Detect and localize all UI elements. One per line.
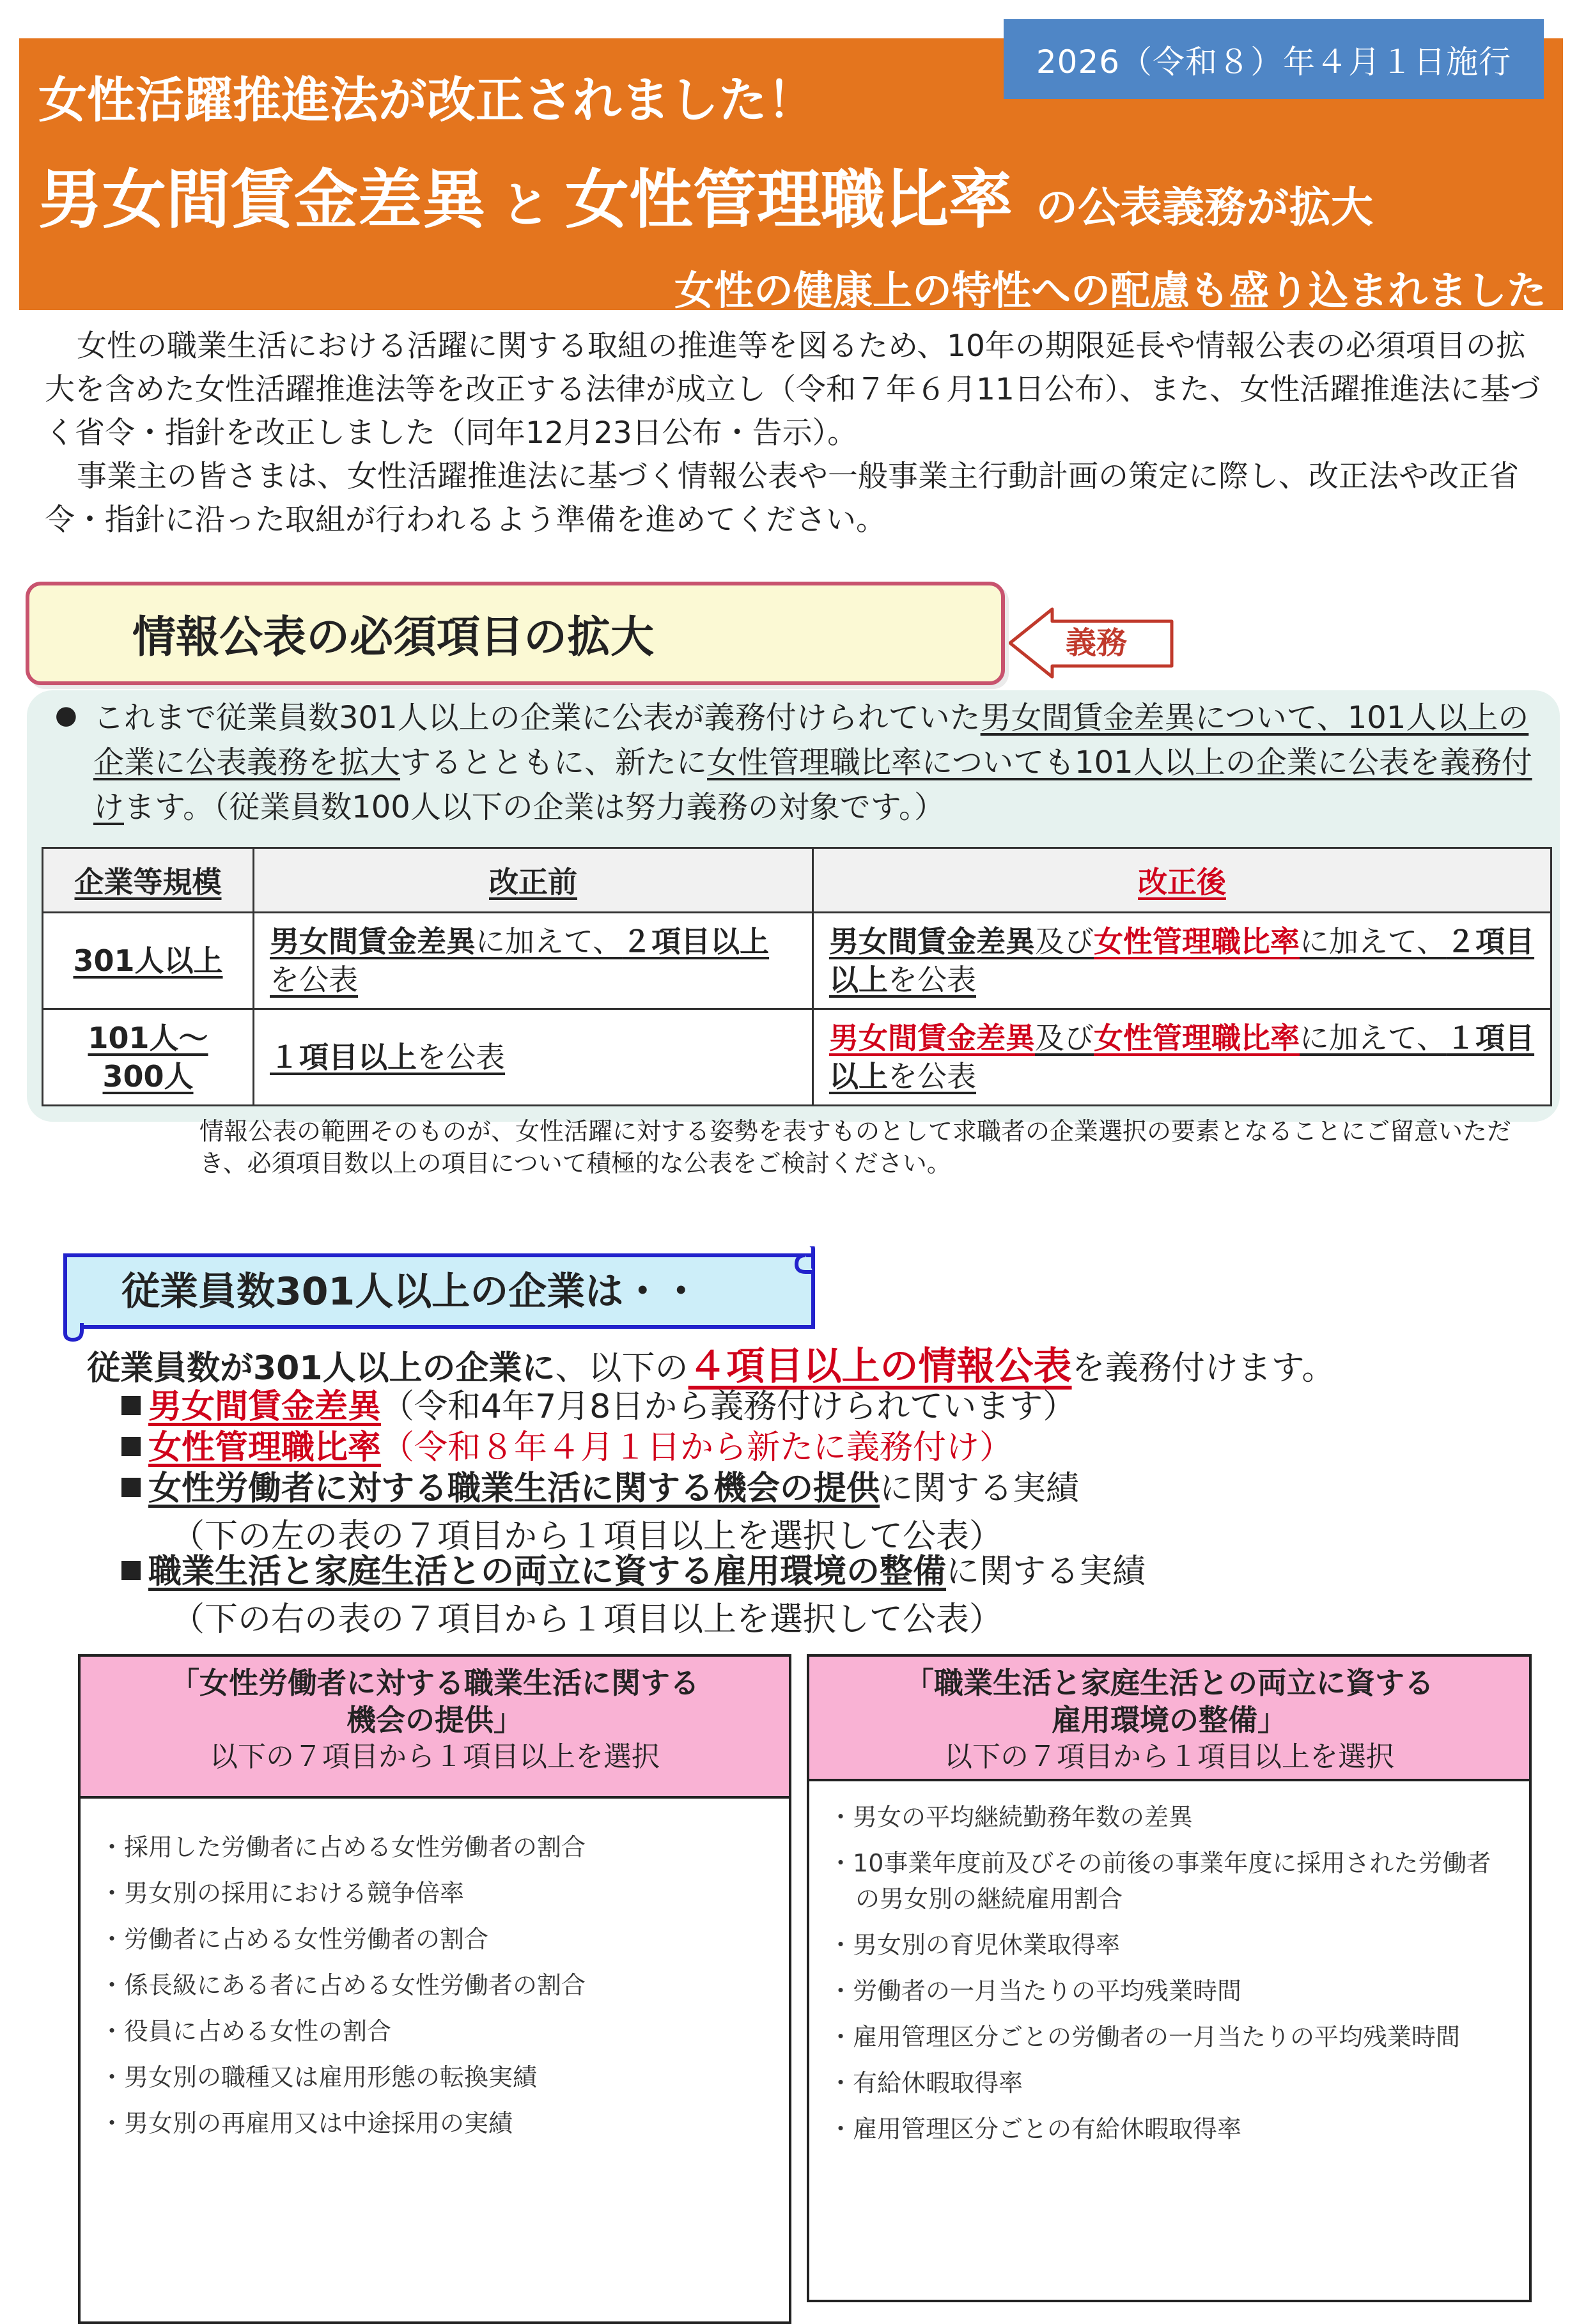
bullet-underline-1: 男女間賃金差異について、101人以上の企業に公表義務を拡大 (93, 700, 1529, 780)
row1-after-publish: を公表 (888, 963, 976, 997)
req2-note: （令和８年４月１日から新たに義務付け） (381, 1429, 1013, 1467)
right-subheading: 以下の７項目から１項目以上を選択 (944, 1740, 1394, 1773)
bullet-icon: ● (55, 701, 77, 730)
title-manager-ratio: 女性管理職比率 (565, 162, 1013, 237)
row2-after-wage-gap: 男女間賃金差異 (829, 1021, 1035, 1055)
bullet-text-3: ます。（従業員数100人以下の企業は努力義務の対象です。） (124, 789, 945, 825)
req1-note: （令和4年7月8日から義務付けられています） (381, 1388, 1077, 1426)
row2-after-manager-ratio: 女性管理職比率 (1094, 1021, 1300, 1055)
table-header-row (43, 848, 1551, 913)
title-line-3: 女性の健康上の特性への配慮も盛り込まれました (674, 267, 1546, 314)
square-bullet-icon (121, 1478, 141, 1497)
row2-size-line1: 101人～ (88, 1021, 208, 1055)
row2-before-count: １項目以上 (270, 1040, 417, 1074)
row2-size (43, 1009, 254, 1106)
req1-main: 男女間賃金差異 (148, 1388, 382, 1426)
row2-before (254, 1009, 813, 1106)
row1-after-text: に加えて、 (1300, 924, 1447, 959)
intro-paragraph-1: 女性の職業生活における活躍に関する取組の推進等を図るため、10年の期限延長や情報公表の必須項目の拡大を含めた女性活躍推進法等を改正する法律が成立し（令和７年６月11日公布）、また、女性活躍推進法に基づく省令・指針を改正しました（同年12月23日公布・告示）。 (45, 329, 1541, 451)
title-line-2 (38, 148, 1373, 240)
row1-before-text: に加えて、 (476, 924, 623, 959)
bullet-text-1: これまで従業員数301人以上の企業に公表が義務付けられていた (93, 700, 981, 736)
lead-text-d: を義務付けます。 (1071, 1349, 1335, 1388)
list-item: ・ 係長級にある者に占める女性労働者の割合 (100, 1962, 770, 2008)
row2-size-line2: 300人 (102, 1059, 194, 1094)
right-heading-2: 雇用環境の整備」 (1052, 1703, 1287, 1737)
title-wage-gap: 男女間賃金差異 (38, 162, 486, 237)
lead-highlight: ４項目以上の情報公表 (688, 1344, 1072, 1389)
req4-tail: に関する実績 (946, 1553, 1146, 1591)
effective-date-badge: 2026（令和８）年４月１日施行 (1004, 19, 1544, 99)
lead-text-b: 、以下の (555, 1349, 688, 1388)
square-bullet-icon (121, 1437, 141, 1456)
left-options-header (81, 1657, 789, 1799)
row2-after-text: に加えて、 (1300, 1021, 1447, 1055)
table-row (43, 1009, 1551, 1106)
req3-sub: （下の左の表の７項目から１項目以上を選択して公表） (171, 1517, 1003, 1556)
square-bullet-icon (121, 1561, 141, 1580)
row1-after-wage-gap: 男女間賃金差異 (829, 924, 1035, 959)
left-heading-1: 「女性労働者に対する職業生活に関する (170, 1666, 699, 1700)
bullet-text-2: するとともに、新たに (400, 745, 708, 780)
left-options-list (81, 1799, 789, 2146)
obligation-label: 義務 (1065, 625, 1127, 661)
req3-tail: に関する実績 (880, 1469, 1080, 1508)
list-item: ・ 男女の平均継続勤務年数の差異 (828, 1799, 1510, 1835)
square-bullet-icon (121, 1396, 141, 1415)
req4-sub: （下の右の表の７項目から１項目以上を選択して公表） (171, 1600, 1003, 1639)
list-item: ・ 採用した労働者に占める女性労働者の割合 (100, 1824, 770, 1870)
list-item: ・ 雇用管理区分ごとの労働者の一月当たりの平均残業時間 (828, 2019, 1510, 2055)
row1-before-count: ２項目以上 (622, 924, 770, 959)
list-item: ・ 10事業年度前及びその前後の事業年度に採用された労働者の男女別の継続雇用割合 (828, 1845, 1510, 1917)
list-item: ・ 役員に占める女性の割合 (100, 2008, 770, 2054)
row2-after (813, 1009, 1551, 1106)
right-options-table (807, 1654, 1532, 2302)
right-options-list (809, 1781, 1529, 2147)
row1-after-and: 及び (1035, 924, 1094, 959)
row1-after-manager-ratio: 女性管理職比率 (1094, 924, 1300, 959)
list-item: ・ 男女別の再雇用又は中途採用の実績 (100, 2100, 770, 2146)
left-heading-2: 機会の提供」 (346, 1703, 523, 1737)
right-heading-1: 「職業生活と家庭生活との両立に資する (905, 1666, 1434, 1700)
row1-size: 301人以上 (43, 913, 254, 1009)
section1-bullet-text (93, 695, 1538, 830)
list-item: ・ 有給休暇取得率 (828, 2065, 1510, 2101)
row1-before-publish: を公表 (270, 963, 358, 997)
list-item: ・ 労働者に占める女性労働者の割合 (100, 1916, 770, 1962)
header-after: 改正後 (813, 848, 1551, 913)
bullet-underline-2: 女性管理職比率についても101人以上の企業に公表を義務付け (93, 745, 1532, 825)
lead-text-a: 従業員数が301人以上の企業に (87, 1349, 556, 1388)
row1-before-wage-gap: 男女間賃金差異 (270, 924, 476, 959)
section1-title: 情報公表の必須項目の拡大 (132, 612, 654, 663)
section1-note: 情報公表の範囲そのものが、女性活躍に対する姿勢を表すものとして求職者の企業選択の要素となることにご留意いただき、必須項目数以上の項目について積極的な公表をご検討ください。 (199, 1117, 1512, 1177)
list-item: ・ 男女別の採用における競争倍率 (100, 1870, 770, 1916)
row2-after-count: １項目以上 (829, 1021, 1535, 1094)
requirement-4 (121, 1544, 1146, 1640)
row2-after-publish: を公表 (888, 1059, 976, 1094)
header-company-size: 企業等規模 (43, 848, 254, 913)
row1-before (254, 913, 813, 1009)
req2-main: 女性管理職比率 (148, 1429, 382, 1467)
list-item: ・ 雇用管理区分ごとの有給休暇取得率 (828, 2111, 1510, 2147)
title-tail: の公表義務が拡大 (1036, 183, 1373, 232)
list-item: ・ 男女別の職種又は雇用形態の転換実績 (100, 2054, 770, 2100)
requirement-3 (121, 1461, 1079, 1557)
req3-main: 女性労働者に対する職業生活に関する機会の提供 (148, 1469, 880, 1508)
row1-after-count: ２項目以上 (829, 924, 1535, 997)
title-and: と (501, 176, 550, 233)
intro-paragraph-2: 事業主の皆さまは、女性活躍推進法に基づく情報公表や一般事業主行動計画の策定に際し、改正法や改正省令・指針に沿った取組が行われるよう準備を進めてください。 (45, 459, 1519, 538)
title-line-1: 女性活躍推進法が改正されました！ (38, 72, 816, 128)
req4-main: 職業生活と家庭生活との両立に資する雇用環境の整備 (148, 1553, 947, 1591)
table-row (43, 913, 1551, 1009)
left-options-table (78, 1654, 791, 2324)
header-before: 改正前 (254, 848, 813, 913)
row2-after-and: 及び (1035, 1021, 1094, 1055)
list-item: ・ 労働者の一月当たりの平均残業時間 (828, 1973, 1510, 2009)
intro-text (45, 325, 1553, 542)
row2-before-publish: を公表 (417, 1040, 505, 1074)
list-item: ・ 男女別の育児休業取得率 (828, 1927, 1510, 1963)
right-options-header (809, 1657, 1529, 1781)
row1-after (813, 913, 1551, 1009)
section2-title: 従業員数301人以上の企業は・・ (121, 1269, 701, 1314)
comparison-table (42, 847, 1552, 1106)
left-subheading: 以下の７項目から１項目以上を選択 (210, 1740, 660, 1773)
